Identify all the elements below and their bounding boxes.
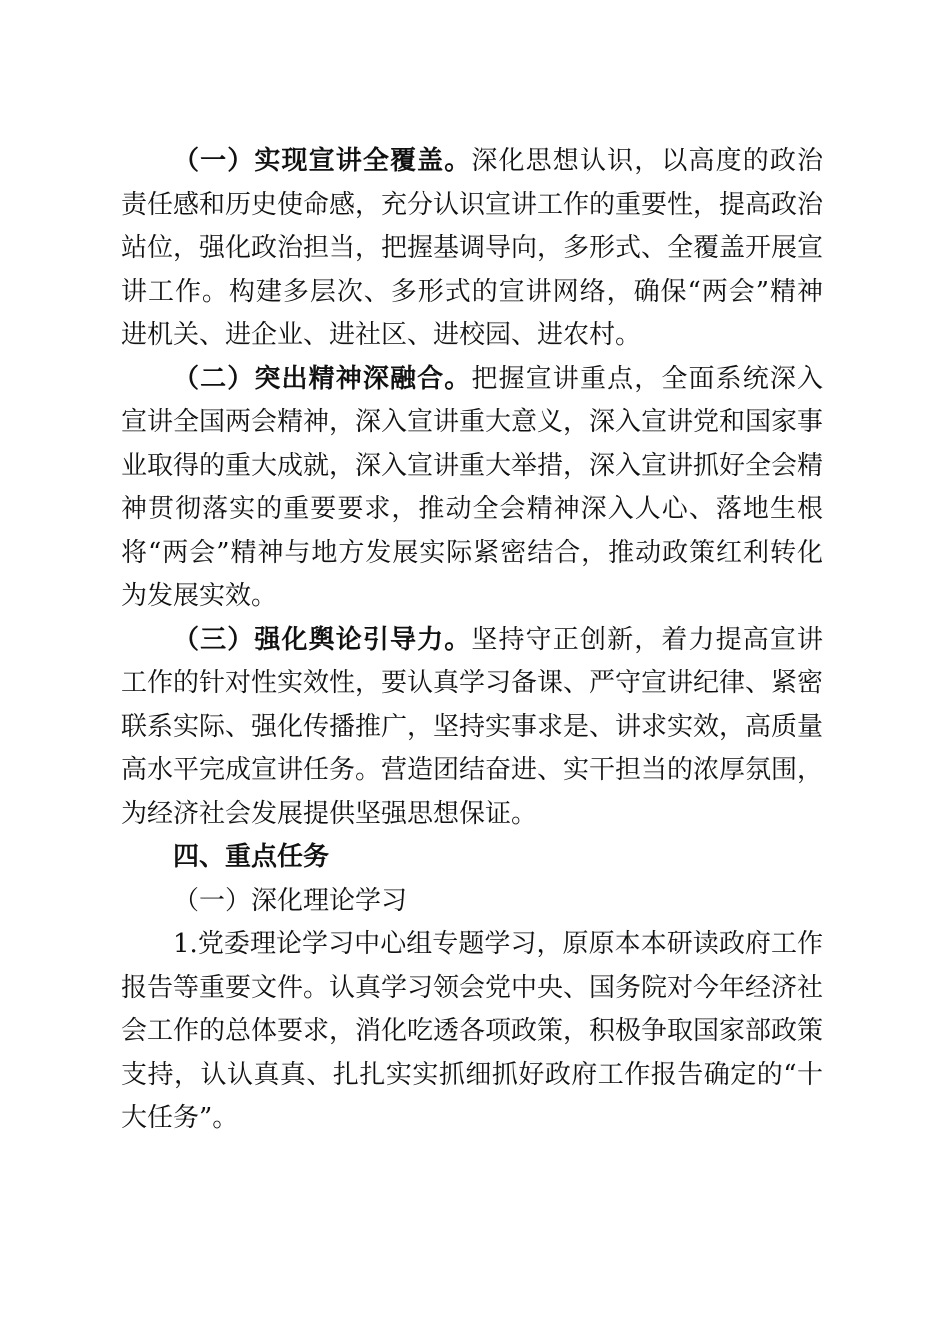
- paragraph-guidance-body: 坚持守正创新，着力提高宣讲工作的针对性实效性，要认真学习备课、严守宣讲纪律、紧密联系实际、强化传播推广，坚持实事求是、讲求实效，高质量高水平完成宣讲任务。营造团结奋进、实干担当的浓厚氛围，为经济社会发展提供坚强思想保证。: [121, 624, 824, 829]
- paragraph-integration: [121, 358, 823, 619]
- paragraph-guidance-lead: （三）强化舆论引导力。: [173, 624, 472, 655]
- paragraph-item-1: 1.党委理论学习中心组专题学习，原原本本研读政府工作报告等重要文件。认真学习领会党中央、国务院对今年经济社会工作的总体要求，消化吃透各项政策，积极争取国家部政策支持，认认真真、扎扎实实抓细抓好政府工作报告确定的“十大任务”。: [121, 929, 824, 1133]
- paragraph-coverage-body: 深化思想认识，以高度的政治责任感和历史使命感，充分认识宣讲工作的重要性，提高政治站位，强化政治担当，把握基调导向，多形式、全覆盖开展宣讲工作。构建多层次、多形式的宣讲网络，确保“两会”精神进机关、进企业、进社区、进校园、进农村。: [121, 146, 824, 350]
- paragraph-integration-lead: （二）突出精神深融合。: [173, 363, 472, 394]
- section-heading-key-tasks: 四、重点任务: [173, 842, 330, 872]
- paragraph-coverage-lead: （一）实现宣讲全覆盖。: [173, 146, 472, 176]
- paragraph-coverage: [121, 140, 823, 358]
- document-body: [121, 140, 823, 1141]
- paragraph-integration-body: 把握宣讲重点，全面系统深入宣讲全国两会精神，深入宣讲重大意义，深入宣讲党和国家事业取得的重大成就，深入宣讲重大举措，深入宣讲抓好全会精神贯彻落实的重要要求，推动全会精神深入人心、落地生根将“两会”精神与地方发展实际紧密结合，推动政策红利转化为发展实效。: [121, 363, 824, 611]
- subheading-theory-study: （一）深化理论学习: [173, 885, 408, 916]
- paragraph-guidance: [121, 619, 823, 837]
